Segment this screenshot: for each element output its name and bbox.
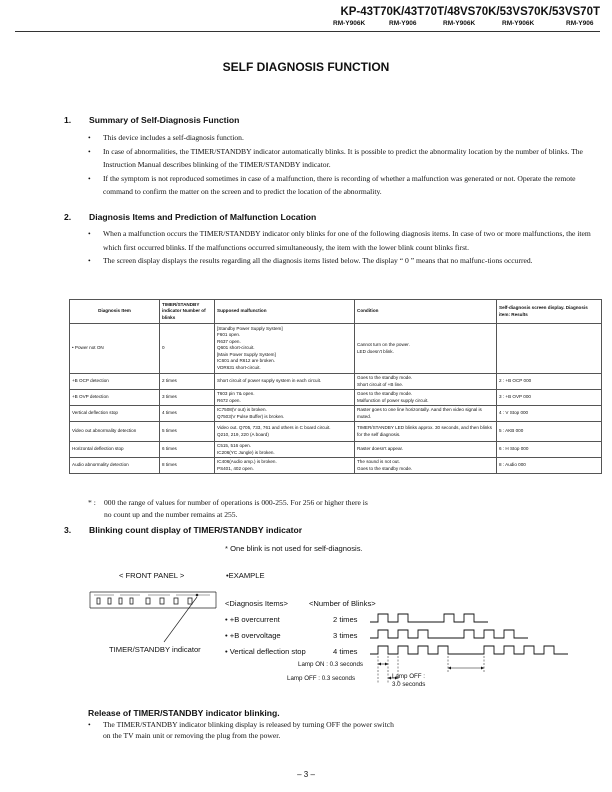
cell-supposed-malfunction-line: [Standby Power Supply System] <box>217 326 283 332</box>
header-diagnosis-item: Diagnosis Item <box>70 300 160 324</box>
cell-diagnosis-item: +B OCP detection <box>70 374 160 390</box>
cell-display-result: 6 : H Stop 000 <box>497 442 602 458</box>
blink-item-name: • +B overvoltage <box>225 631 281 640</box>
table-row <box>70 324 602 374</box>
cell-diagnosis-item: • Power not ON <box>70 324 160 374</box>
section-2-heading <box>64 212 564 224</box>
remote-model-1: RM-Y906K <box>333 20 366 27</box>
cell-diagnosis-item: Vertical deflection stop <box>70 406 160 422</box>
indicator-pointer-line <box>164 597 197 642</box>
cell-condition <box>355 458 497 474</box>
blink-item-count: 4 times <box>333 647 358 656</box>
model-header: KP-43T70K/43T70T/48VS70K/53VS70K/53VS70T <box>340 6 600 18</box>
section-1-heading <box>64 115 564 127</box>
indicator-label: TIMER/STANDBY indicator <box>109 645 201 654</box>
page-number: – 3 – <box>297 770 315 779</box>
table-row <box>70 458 602 474</box>
cell-condition <box>355 406 497 422</box>
number-of-blinks-heading: <Number of Blinks> <box>309 599 376 608</box>
cell-supposed-malfunction <box>215 422 355 442</box>
list-item: • The screen display displays the results regarding all the diagnosis items listed below. The display “ 0 ” means that no malfunc-tions occurred. <box>88 254 598 268</box>
section-2-number: 2. <box>64 212 72 222</box>
cell-condition-line: Cannot turn on the power. <box>357 342 410 348</box>
cell-condition-line: Short circuit of +B line. <box>357 381 404 387</box>
front-panel-illustration <box>88 588 220 648</box>
cell-condition-line: Malfunction of power supply circuit. <box>357 397 429 403</box>
header-number-of-blinks: TIMER/STANDBY indicator Number of blinks <box>160 300 215 324</box>
cell-display-result: 5 : AKB 000 <box>497 422 602 442</box>
header-rule <box>15 31 600 32</box>
cell-supposed-malfunction <box>215 324 355 374</box>
lamp-off-long-dimension-arrow <box>448 667 451 670</box>
cell-supposed-malfunction-line: C515, 516 open. <box>217 443 251 449</box>
table-row <box>70 422 602 442</box>
lamp-on-dimension-arrow <box>385 663 388 666</box>
lamp-off-short-dimension-arrow <box>388 677 391 680</box>
list-item <box>88 719 598 741</box>
release-title: Release of TIMER/STANDBY indicator blinking. <box>88 708 280 718</box>
cell-supposed-malfunction-line: Q7503(V Pulse Buffer) is broken. <box>217 413 285 419</box>
page-title: SELF DIAGNOSIS FUNCTION <box>222 60 390 74</box>
cell-supposed-malfunction <box>215 390 355 406</box>
header-supposed-malfunction: Supposed malfunction <box>215 300 355 324</box>
self-diagnosis-note: * One blink is not used for self-diagnosis. <box>225 544 363 553</box>
cell-condition-line: LED doesn't blink. <box>357 348 394 354</box>
cell-supposed-malfunction <box>215 442 355 458</box>
lamp-off-long-label-2: 3.0 seconds <box>392 681 426 688</box>
footnote-line-1: 000 the range of values for number of operations is 000-255. For 256 or higher there is <box>104 498 368 507</box>
blink-item-count: 2 times <box>333 615 358 624</box>
section-3-number: 3. <box>64 525 72 535</box>
list-item: • If the symptom is not reproduced sometimes in case of a malfunction, there is recording of whether a malfunction was generated or not. Operate the remote command to confirm the matter on the screen and to predict the location of the abnormality. <box>88 172 598 199</box>
list-item: • In case of abnormalities, the TIMER/STANDBY indicator automatically blinks. It is possible to predict the abnormality location by the number of blinks. The Instruction Manual describes blinking of the TIMER/STANDBY indicator. <box>88 145 598 172</box>
lamp-off-long-dimension-arrow <box>481 667 484 670</box>
section-3-heading <box>64 525 564 537</box>
remote-model-4: RM-Y906K <box>502 20 535 27</box>
cell-display-result: 8 : Audio 000 <box>497 458 602 474</box>
cell-condition-line: TIMER/STANDBY LED blinks approx. 30 seconds, and then blinks for the self diagnosis. <box>357 425 492 437</box>
cell-supposed-malfunction-line: Video out. Q705, 733, 761 and others in C board circuit. <box>217 425 331 431</box>
timer-standby-led-icon <box>196 594 199 597</box>
cell-supposed-malfunction <box>215 406 355 422</box>
table-row <box>70 442 602 458</box>
cell-condition <box>355 442 497 458</box>
blink-item-name: • +B overcurrent <box>225 615 280 624</box>
table-row <box>70 406 602 422</box>
cell-display-result: 2 : +B OCP 000 <box>497 374 602 390</box>
blink-item-count: 3 times <box>333 631 358 640</box>
remote-model-3: RM-Y906K <box>443 20 476 27</box>
cell-number-of-blinks: 2 times <box>160 374 215 390</box>
waveform-line <box>370 646 568 654</box>
cell-number-of-blinks: 8 times <box>160 458 215 474</box>
table-header-row <box>70 300 602 324</box>
list-item: • This device includes a self-diagnosis function. <box>88 131 598 145</box>
footnote-mark: * : <box>88 498 96 507</box>
cell-supposed-malfunction-line: F601 open. <box>217 332 241 338</box>
cell-display-result <box>497 324 602 374</box>
waveform-line <box>370 630 528 638</box>
cell-condition <box>355 390 497 406</box>
section-1-title: Summary of Self-Diagnosis Function <box>89 115 240 125</box>
lamp-off-long-label-1: Lamp OFF : <box>392 673 426 680</box>
cell-diagnosis-item: Horizontal deflection stop <box>70 442 160 458</box>
lamp-on-dimension-arrow <box>378 663 381 666</box>
cell-supposed-malfunction-line: IC206(YC Jungle) is broken. <box>217 449 275 455</box>
footnote-line-2: no count up and the number remains at 255. <box>104 510 238 519</box>
cell-diagnosis-item: +B OVP detection <box>70 390 160 406</box>
cell-number-of-blinks: 3 times <box>160 390 215 406</box>
release-line-2: on the TV main unit or removing the plug from the power. <box>103 731 281 740</box>
front-panel-label: < FRONT PANEL > <box>119 571 185 580</box>
blink-item-name: • Vertical deflection stop <box>225 647 306 656</box>
cell-number-of-blinks: 4 times <box>160 406 215 422</box>
cell-display-result: 4 : V Stop 000 <box>497 406 602 422</box>
cell-diagnosis-item: Audio abnormality detection <box>70 458 160 474</box>
lamp-on-label: Lamp ON : 0.3 seconds <box>298 661 364 668</box>
cell-supposed-malfunction-line: Q601 short-circuit. <box>217 345 255 351</box>
cell-supposed-malfunction-line: [Main Power Supply System] <box>217 351 276 357</box>
section-3-title: Blinking count display of TIMER/STANDBY indicator <box>89 525 303 535</box>
cell-condition-line: Goes to the standby mode. <box>357 391 413 397</box>
release-line-1: The TIMER/STANDBY indicator blinking display is released by turning OFF the power switch <box>103 720 394 729</box>
header-condition: Condition <box>355 300 497 324</box>
section-1-number: 1. <box>64 115 72 125</box>
cell-number-of-blinks: 5 times <box>160 422 215 442</box>
cell-condition <box>355 324 497 374</box>
diagnosis-items-heading: <Diagnosis Items> <box>225 599 288 608</box>
cell-supposed-malfunction-line: Q210, 219, 220 (A board) <box>217 431 269 437</box>
cell-condition-line: Goes to the standby mode. <box>357 465 413 471</box>
cell-condition-line: Raster goes to one line horizontally. Aand then video signal is muted. <box>357 407 482 419</box>
remote-model-5: RM-Y906 <box>566 20 594 27</box>
cell-supposed-malfunction-line: T603 pin 7& open. <box>217 391 255 397</box>
cell-supposed-malfunction-line: IC7508(V out) is broken. <box>217 407 267 413</box>
list-item: • When a malfunction occurs the TIMER/STANDBY indicator only blinks for one of the following diagnosis items. In case of two or more malfunctions, the item which first occurred blinks. If the malfunctions occurred simultaneously, the item with the lower blink count blinks first. <box>88 227 598 254</box>
remote-model-2: RM-Y906 <box>389 20 417 27</box>
header-self-diagnosis-display: Self-diagnosis screen display. Diagnosis item: Results <box>497 300 602 324</box>
section-2-title: Diagnosis Items and Prediction of Malfunction Location <box>89 212 317 222</box>
table-row <box>70 374 602 390</box>
waveform-line <box>370 614 488 622</box>
section-2-list <box>88 227 598 268</box>
cell-supposed-malfunction-line: PS401, 402 open. <box>217 465 254 471</box>
cell-supposed-malfunction-line: Short circuit of power supply system in each circuit. <box>217 378 322 384</box>
cell-condition <box>355 422 497 442</box>
section-1-list <box>88 131 598 199</box>
example-label: •EXAMPLE <box>226 571 265 580</box>
cell-condition-line: The sound is not out. <box>357 459 400 465</box>
cell-supposed-malfunction-line: IC406(Audio amp.) is broken. <box>217 459 277 465</box>
cell-condition <box>355 374 497 390</box>
cell-number-of-blinks: 6 times <box>160 442 215 458</box>
cell-diagnosis-item: Video out abnormality detection <box>70 422 160 442</box>
cell-supposed-malfunction-line: IC601 and R612 are broken. <box>217 358 275 364</box>
diagnosis-table <box>69 299 602 474</box>
cell-number-of-blinks: 0 <box>160 324 215 374</box>
table-row <box>70 390 602 406</box>
lamp-off-short-label: Lamp OFF : 0.3 seconds <box>287 675 356 682</box>
release-list <box>88 719 598 741</box>
panel-buttons <box>97 598 192 604</box>
cell-condition-line: Raster doesn't appear. <box>357 446 404 452</box>
cell-display-result: 3 : +B OVP 000 <box>497 390 602 406</box>
cell-supposed-malfunction <box>215 458 355 474</box>
cell-supposed-malfunction-line: R637 open. <box>217 338 241 344</box>
cell-supposed-malfunction <box>215 374 355 390</box>
cell-condition-line: Goes to the standby mode. <box>357 375 413 381</box>
cell-supposed-malfunction-line: R672 open. <box>217 397 241 403</box>
cell-supposed-malfunction-line: VDR631 short-circuit. <box>217 364 261 370</box>
